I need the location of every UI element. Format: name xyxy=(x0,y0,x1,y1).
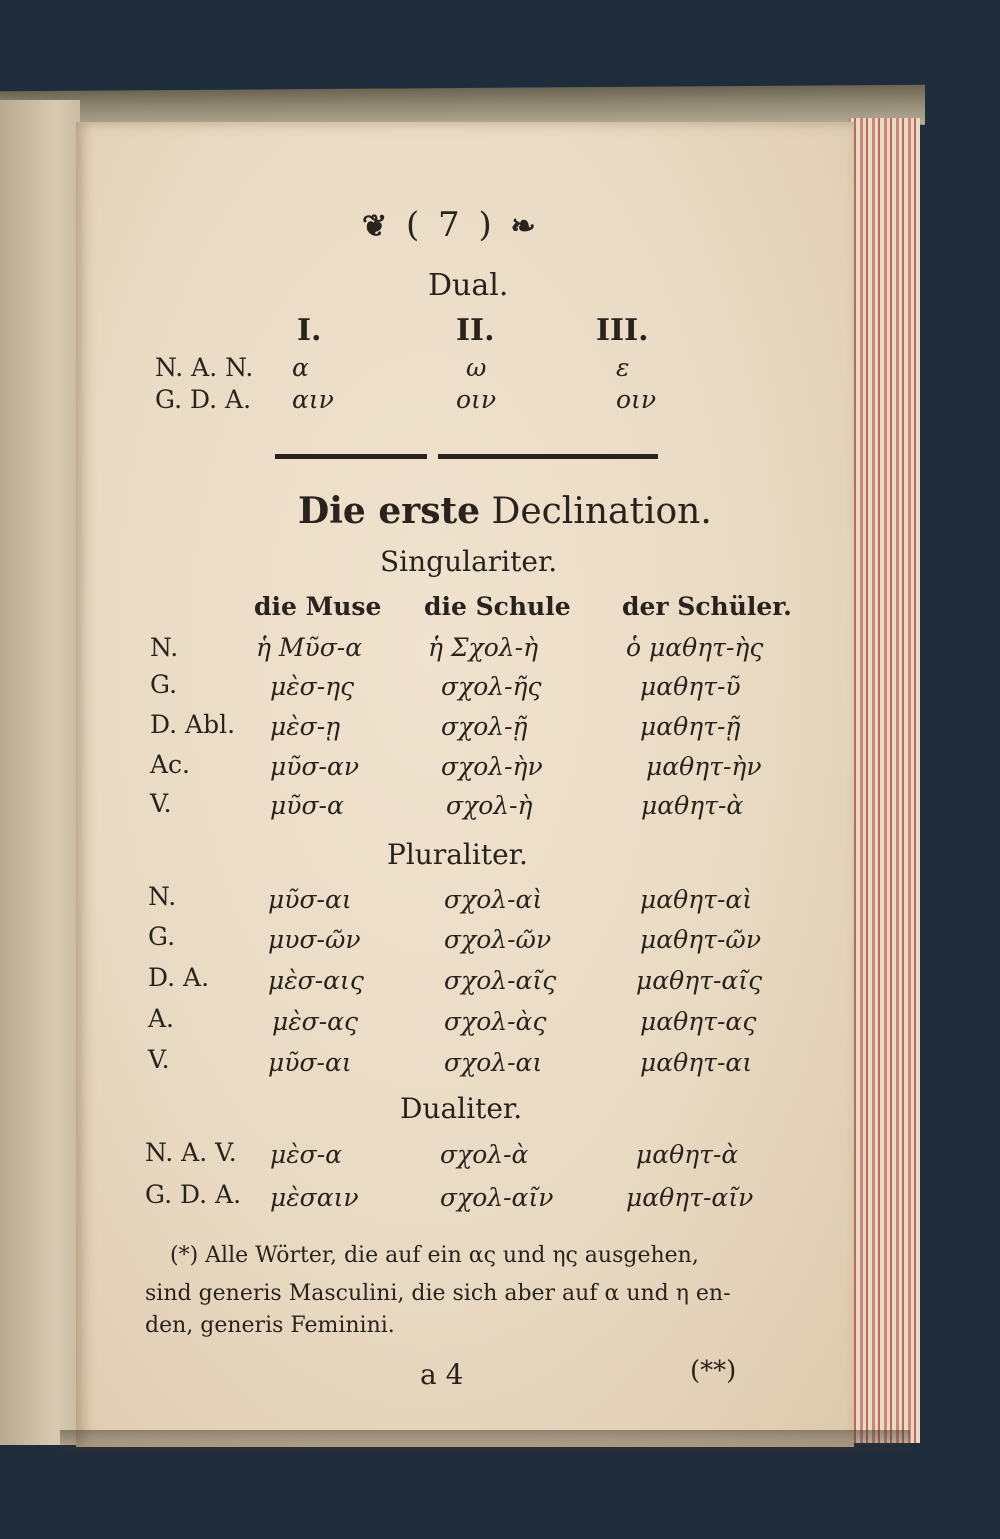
form-cell: μὲσ-ης xyxy=(270,672,355,701)
dual-cell: αιν xyxy=(292,385,334,414)
left-page-edge xyxy=(0,100,80,1445)
footnote-line-1: (*) Alle Wörter, die auf ein ας und ης ausgehen, xyxy=(170,1243,699,1268)
column-header-2: II. xyxy=(456,313,495,348)
form-cell: μῦσ-αι xyxy=(268,885,352,914)
dual-cell: ε xyxy=(616,353,630,382)
form-cell: σχολ-ῇ xyxy=(441,712,528,741)
case-label: G. D. A. xyxy=(145,1180,242,1209)
declension-title xyxy=(298,490,712,532)
form-cell: μὲσ-α xyxy=(270,1140,343,1169)
form-cell: μαθητ-αὶ xyxy=(640,885,753,914)
form-cell: μὲσ-ῃ xyxy=(270,712,341,741)
page-shadow xyxy=(60,1430,910,1460)
dualiter-heading: Dualiter. xyxy=(400,1092,523,1125)
dual-cell: οιν xyxy=(616,385,657,414)
form-cell: σχολ-ῶν xyxy=(444,925,552,954)
page-header xyxy=(362,205,540,245)
form-cell: μὲσ-αις xyxy=(268,966,364,995)
page-edges xyxy=(848,118,920,1443)
form-cell: σχολ-ὰς xyxy=(444,1007,547,1036)
form-cell: μαθητ-αι xyxy=(640,1048,753,1077)
plural-heading: Pluraliter. xyxy=(387,838,528,871)
form-cell: ὁ μαθητ-ὴς xyxy=(626,633,764,662)
form-cell: μαθητ-ὰ xyxy=(636,1140,739,1169)
form-cell: μὲσαιν xyxy=(270,1183,359,1212)
case-label: D. Abl. xyxy=(150,710,236,739)
title-gothic: Die erste xyxy=(298,490,481,532)
noun-header-2: die Schule xyxy=(424,592,571,621)
catchword: (**) xyxy=(690,1356,737,1386)
form-cell: ἡ Μῦσ-α xyxy=(256,633,363,662)
form-cell: ἡ Σχολ-ὴ xyxy=(428,633,539,662)
case-label: A. xyxy=(148,1004,175,1033)
form-cell: σχολ-αῖς xyxy=(444,966,557,995)
form-cell: μαθητ-ῶν xyxy=(640,925,762,954)
case-label: N. A. V. xyxy=(145,1138,237,1167)
column-header-3: III. xyxy=(596,313,649,348)
ornament-left-icon: ❦ xyxy=(362,209,392,244)
dual-heading: Dual. xyxy=(428,268,509,303)
form-cell: μῦσ-α xyxy=(270,791,344,820)
form-cell: σχολ-αι xyxy=(444,1048,543,1077)
case-label: N. xyxy=(148,882,177,911)
page-number: ( 7 ) xyxy=(405,205,496,245)
form-cell: σχολ-ὴν xyxy=(441,752,543,781)
dual-row-label: N. A. N. xyxy=(155,353,254,382)
divider-rule-right xyxy=(438,454,658,459)
form-cell: μαθητ-ῦ xyxy=(640,672,741,701)
case-label: V. xyxy=(148,1045,170,1074)
form-cell: μαθητ-ῇ xyxy=(640,712,741,741)
footnote-line-3: den, generis Feminini. xyxy=(145,1313,395,1338)
dual-cell: οιν xyxy=(456,385,497,414)
form-cell: σχολ-ὴ xyxy=(446,791,533,820)
case-label: N. xyxy=(150,633,179,662)
signature-mark: a 4 xyxy=(420,1358,464,1391)
column-header-1: I. xyxy=(297,313,322,348)
form-cell: μαθητ-ὴν xyxy=(646,752,762,781)
divider-rule-left xyxy=(275,454,427,459)
form-cell: μὲσ-ας xyxy=(272,1007,359,1036)
form-cell: μῦσ-αι xyxy=(268,1048,352,1077)
form-cell: σχολ-ὰ xyxy=(440,1140,529,1169)
singular-heading: Singulariter. xyxy=(380,545,558,578)
case-label: Ac. xyxy=(150,750,191,779)
noun-header-1: die Muse xyxy=(254,592,382,621)
form-cell: μαθητ-αῖν xyxy=(626,1183,754,1212)
ornament-right-icon: ❧ xyxy=(510,209,540,244)
form-cell: σχολ-αῖν xyxy=(440,1183,554,1212)
case-label: V. xyxy=(150,789,172,818)
title-roman: Declination. xyxy=(491,491,712,532)
form-cell: μῦσ-αν xyxy=(270,752,360,781)
footnote-line-2: sind generis Masculini, die sich aber auf α und η en- xyxy=(145,1281,731,1306)
noun-header-3: der Schüler. xyxy=(622,592,792,621)
form-cell: σχολ-ῆς xyxy=(441,672,542,701)
form-cell: σχολ-αὶ xyxy=(444,885,543,914)
case-label: G. xyxy=(150,670,178,699)
form-cell: μαθητ-αῖς xyxy=(636,966,763,995)
form-cell: μυσ-ῶν xyxy=(268,925,361,954)
case-label: D. A. xyxy=(148,963,210,992)
dual-row-label: G. D. A. xyxy=(155,385,252,414)
form-cell: μαθητ-ὰ xyxy=(641,791,744,820)
case-label: G. xyxy=(148,922,176,951)
dual-cell: ω xyxy=(466,353,487,382)
dual-cell: α xyxy=(292,353,309,382)
form-cell: μαθητ-ας xyxy=(640,1007,757,1036)
